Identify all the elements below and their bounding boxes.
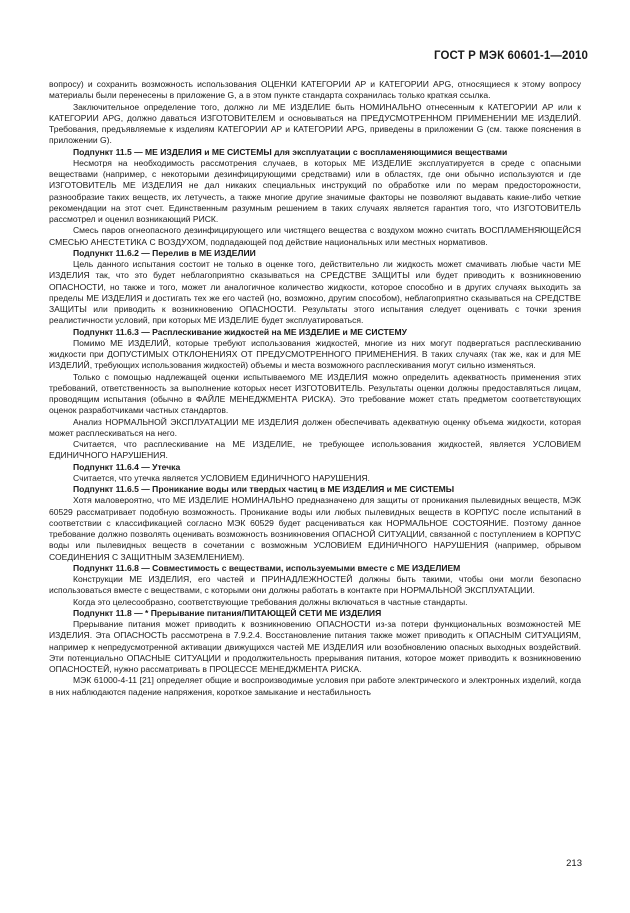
paragraph: Когда это целесообразно, соответствующие требования должны включаться в частные стандарты. [73,596,468,607]
section-heading: Подпункт 11.6.3 — Расплескивание жидкостей на МЕ ИЗДЕЛИЕ и МЕ СИСТЕМУ [73,326,407,337]
paragraph: Считается, что расплескивание на МЕ ИЗДЕЛИЕ, не требующее использования жидкостей, является УСЛОВИЕМ ЕДИНИЧНОГО НАРУШЕНИЯ. [49,439,581,461]
paragraph: Конструкции МЕ ИЗДЕЛИЯ, его частей и ПРИНАДЛЕЖНОСТЕЙ должны быть такими, чтобы они могли безопасно использоваться вместе с веществами, с которыми они должны работать в контакте при НОРМАЛЬНОЙ ЭКСПЛУАТАЦИИ. [49,574,581,596]
section-heading: Подпункт 11.6.2 — Перелив в МЕ ИЗДЕЛИИ [73,247,256,258]
paragraph: Только с помощью надлежащей оценки испытываемого МЕ ИЗДЕЛИЯ можно определить адекватность применения этих требований, ответственность за выполнение которых несет ИЗГОТОВИТЕЛЬ. Результаты оценки должны предоставляться лицам, проводящим испытания (обычно в ФАЙЛЕ МЕНЕДЖМЕНТА РИСКА). Это требование может стать предметом соответствующих оценок разработчиками частных стандартов. [49,371,581,416]
paragraph: Несмотря на необходимость рассмотрения случаев, в которых МЕ ИЗДЕЛИЕ эксплуатируется в среде с опасными веществами (например, с некоторыми дезинфицирующими средствами) или в областях, где они обычно используются и где ИЗГОТОВИТЕЛЬ МЕ ИЗДЕЛИЯ не дал никаких специальных инструкций по обработке или по мерам предосторожности, разнообразие таких веществ, их летучесть, а также многие другие значимые факторы не позволяют выдавать какие-либо четкие рекомендации на этот счет. Единственным разумным решением в таких случаях является гарантия того, что ИЗГОТОВИТЕЛЬ рассмотрел и оценил возникающий РИСК. [49,157,581,224]
paragraph: Заключительное определение того, должно ли МЕ ИЗДЕЛИЕ быть НОМИНАЛЬНО отнесенным к КАТЕГОРИИ AP или к КАТЕГОРИИ APG, должно даваться ИЗГОТОВИТЕЛЕМ и основываться на ПРЕДУСМОТРЕННОМ ПРИМЕНЕНИИ МЕ ИЗДЕЛИЙ. Требования, предъявляемые к изделиям КАТЕГОРИИ AP и КАТЕГОРИИ APG, приведены в приложении G (см. также пояснения в приложении G). [49,101,581,146]
page-number: 213 [566,858,582,869]
paragraph: Прерывание питания может приводить к возникновению ОПАСНОСТИ из-за потери функциональных возможностей МЕ ИЗДЕЛИЯ. Эта ОПАСНОСТЬ рассмотрена в 7.9.2.4. Восстановление питания также может приводить к ОПАСНЫМ СИТУАЦИЯМ, например к непредусмотренной активации движущихся частей МЕ ИЗДЕЛИЯ или возобновлению опасных выходных воздействий. Эти потенциально ОПАСНЫЕ СИТУАЦИИ и продолжительность прерывания питания, которое может приводить к возникновению ОПАСНОСТЕЙ, нужно рассматривать в ПРОЦЕССЕ МЕНЕДЖМЕНТА РИСКА. [49,619,581,674]
section-heading: Подпункт 11.6.5 — Проникание воды или твердых частиц в МЕ ИЗДЕЛИЯ и МЕ СИСТЕМЫ [73,484,455,494]
section-heading: Подпункт 11.6.8 — Совместимость с веществами, используемыми вместе с МЕ ИЗДЕЛИЕМ [73,562,461,573]
paragraph: Цель данного испытания состоит не только в оценке того, действительно ли жидкость может смачивать любые части МЕ ИЗДЕЛИЯ так, что это будет неблагоприятно сказываться на СРЕДСТВЕ ЗАЩИТЫ или будет приводить к возникновению ОПАСНОСТИ, но также и того, может ли аналогичное количество жидкости, которое способно и в других случаях выходить за пределы МЕ ИЗДЕЛИЯ и достигать тех же его частей (но, возможно, другим способом), неблагоприятно сказываться на СРЕДСТВЕ ЗАЩИТЫ или приводить к возникновению ОПАСНОСТИ. Результаты этого испытания следует оценивать с точки зрения реалистичности условий, при которых МЕ ИЗДЕЛИЕ будет эксплуатироваться. [49,259,581,326]
paragraph: Хотя маловероятно, что МЕ ИЗДЕЛИЕ НОМИНАЛЬНО предназначено для защиты от проникания пылевидных веществ, МЭК 60529 рассматривает подобную возможность. Проникание воды или любых пылевидных веществ в КОРПУС после испытаний в соответствии с классификацией согласно МЭК 60529 будет расцениваться как НОРМАЛЬНОЕ СОСТОЯНИЕ. Поэтому данное требование должно позволять оценивать возможность возникновения ОПАСНОЙ СИТУАЦИИ, связанной с поступлением в КОРПУС воды или пылевидных веществ в сочетании с возможным УСЛОВИЕМ ЕДИНИЧНОГО НАРУШЕНИЯ (например, обрывом СОЕДИНЕНИЯ С ЗАЩИТНЫМ ЗАЗЕМЛЕНИЕМ). [49,495,581,562]
paragraph: МЭК 61000-4-11 [21] определяет общие и воспроизводимые условия при работе электрического и электронных изделий, когда в них наблюдаются падение напряжения, короткое замыкание и нестабильность [49,675,581,697]
section-heading: Подпункт 11.6.4 — Утечка [73,461,181,472]
paragraph: Помимо МЕ ИЗДЕЛИЙ, которые требуют использования жидкостей, многие из них могут подвергаться расплескиванию жидкости при ДОПУСТИМЫХ ОТКЛОНЕНИЯХ ОТ ПРЕДУСМОТРЕННОГО ПРИМЕНЕНИЯ. В таких случаях (так же, как и для МЕ ИЗДЕЛИЙ, требующих использования жидкостей) объемы и места возможного расплескивания могут сильно изменяться. [49,337,581,371]
paragraph: Считается, что утечка является УСЛОВИЕМ ЕДИНИЧНОГО НАРУШЕНИЯ. [73,472,370,483]
section-heading: Подпункт 11.8 — * Прерывание питания/ПИТАЮЩЕЙ СЕТИ МЕ ИЗДЕЛИЯ [73,607,382,618]
paragraph: Смесь паров огнеопасного дезинфицирующего или чистящего вещества с воздухом можно считать ВОСПЛАМЕНЯЮЩЕЙСЯ СМЕСЬЮ АНЕСТЕТИКА С ВОЗДУХОМ, подпадающей под действие национальных или местных нормативов. [49,225,581,247]
paragraph: вопросу) и сохранить возможность использования ОЦЕНКИ КАТЕГОРИИ AP и КАТЕГОРИИ APG, относящиеся к этому вопросу материалы были перенесены в приложение G, а в этом пункте стандарта сохранилась только краткая ссылка. [49,79,581,101]
section-heading: Подпункт 11.5 — МЕ ИЗДЕЛИЯ и МЕ СИСТЕМЫ для эксплуатации с воспламеняющимися веществами [73,146,508,157]
document-body [49,79,581,698]
paragraph: Анализ НОРМАЛЬНОЙ ЭКСПЛУАТАЦИИ МЕ ИЗДЕЛИЯ должен обеспечивать адекватную оценку объема жидкости, которая может расплескиваться на него. [49,416,581,438]
standard-header: ГОСТ Р МЭК 60601-1—2010 [434,50,588,62]
